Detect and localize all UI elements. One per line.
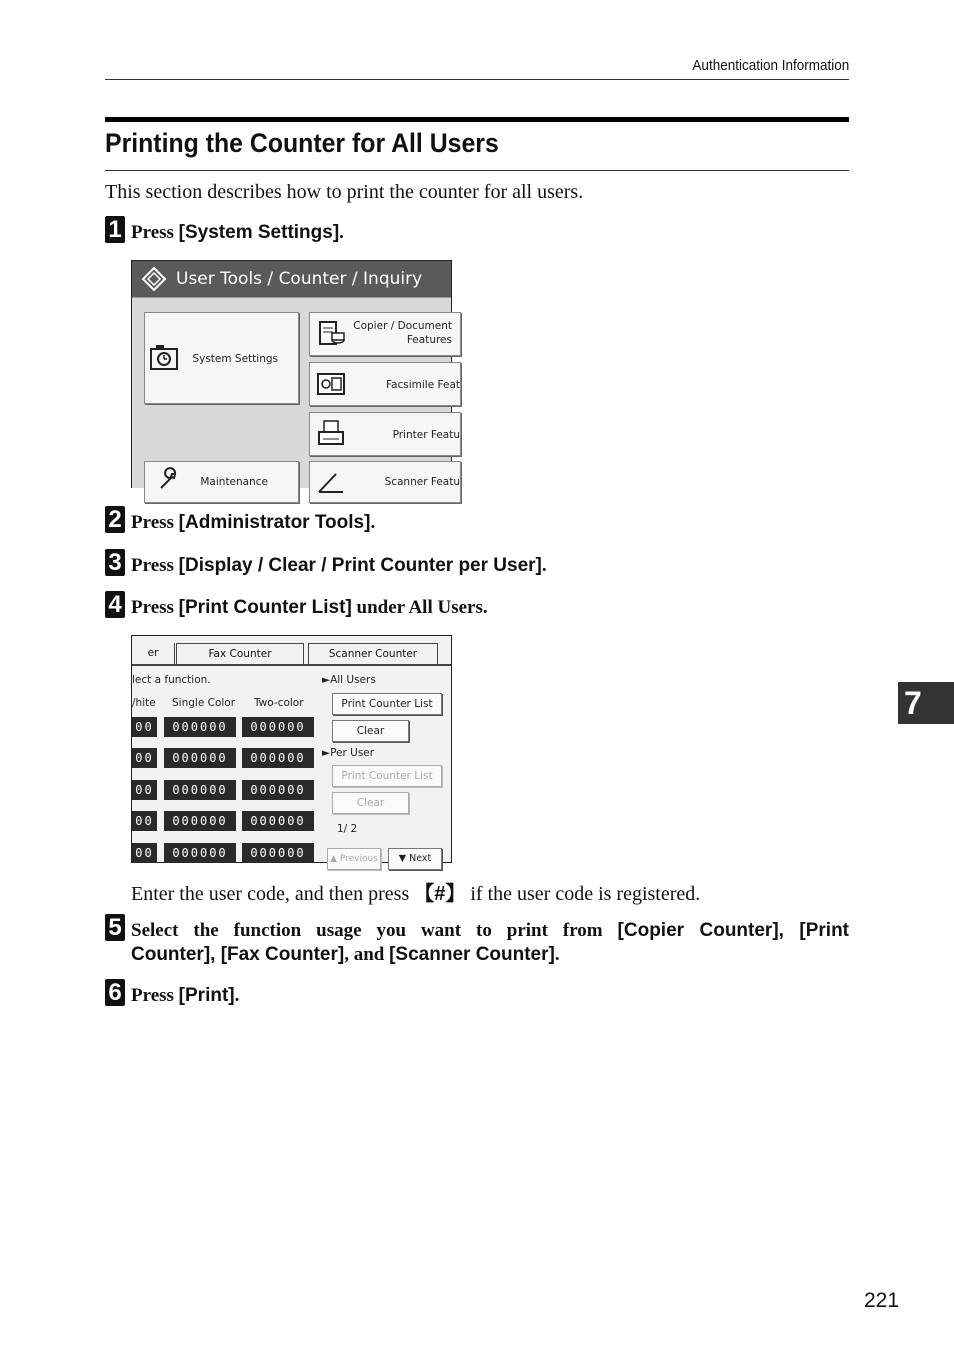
chapter-tab: 7 xyxy=(898,682,954,724)
copier-label-1: Copier / Document xyxy=(353,320,452,332)
step-1-number: 1 xyxy=(105,216,125,243)
counter-single-1: 000000 xyxy=(164,717,236,737)
copier-icon xyxy=(316,319,346,349)
step-6-number: 6 xyxy=(105,979,125,1006)
step-3-number: 3 xyxy=(105,549,125,576)
screen-title-bar xyxy=(132,261,451,297)
select-function-prompt: lect a function. xyxy=(132,674,211,686)
counter-single-5: 000000 xyxy=(164,843,236,863)
step-3-text: Press [Display / Clear / Print Counter per User]. xyxy=(131,555,547,576)
printer-icon xyxy=(316,419,346,449)
counter-two-3: 000000 xyxy=(242,780,314,800)
tab-print-counter[interactable]: er xyxy=(132,643,175,664)
screen-body xyxy=(132,297,460,488)
user-tools-screenshot xyxy=(131,260,460,488)
printer-label: Printer Featu xyxy=(392,429,460,441)
wrench-icon xyxy=(157,468,181,492)
facsimile-label: Facsimile Feat xyxy=(385,379,460,391)
copier-document-features-button[interactable] xyxy=(309,312,461,356)
counter-per-user-screenshot xyxy=(131,635,452,863)
column-white: /hite xyxy=(132,697,156,709)
step-6-keyword: [Print] xyxy=(178,985,235,1006)
page-title: Printing the Counter for All Users xyxy=(105,128,499,158)
header-rule xyxy=(105,79,849,80)
counter-two-4: 000000 xyxy=(242,811,314,831)
page-indicator: 1/ 2 xyxy=(337,823,358,835)
counter-two-5: 000000 xyxy=(242,843,314,863)
per-user-print-counter-list-button[interactable]: Print Counter List xyxy=(332,765,442,787)
step-2-number: 2 xyxy=(105,506,125,533)
counter-white-2: 00 xyxy=(132,748,157,768)
column-single-color: Single Color xyxy=(172,697,236,709)
maintenance-button[interactable] xyxy=(144,461,299,503)
counter-white-4: 00 xyxy=(132,811,157,831)
step-1-text: Press [System Settings]. xyxy=(131,222,344,243)
previous-button[interactable]: ▲ Previous xyxy=(327,848,381,870)
all-users-label: ►All Users xyxy=(322,674,376,686)
per-user-clear-button[interactable]: Clear xyxy=(332,792,409,814)
step-2-keyword: [Administrator Tools] xyxy=(178,512,371,533)
printer-features-button[interactable] xyxy=(309,412,461,456)
maintenance-label: Maintenance xyxy=(200,476,268,488)
next-button[interactable]: ▼ Next xyxy=(388,848,442,870)
title-bottom-rule xyxy=(105,170,849,171)
system-settings-icon xyxy=(149,343,181,371)
counter-white-1: 00 xyxy=(132,717,157,737)
scanner-label: Scanner Featu xyxy=(384,476,460,488)
step-4-number: 4 xyxy=(105,591,125,618)
scanner-icon xyxy=(316,468,346,498)
step-2-text: Press [Administrator Tools]. xyxy=(131,512,376,533)
step-6-text: Press [Print]. xyxy=(131,985,240,1006)
counter-two-1: 000000 xyxy=(242,717,314,737)
step-5-text-line2: Counter], [Fax Counter], and [Scanner Counter]. xyxy=(131,944,560,965)
facsimile-icon xyxy=(316,369,346,399)
tab-scanner-counter[interactable]: Scanner Counter xyxy=(308,643,438,665)
user-code-note: Enter the user code, and then press 【#】 if the user code is registered. xyxy=(131,883,701,905)
tab-fax-counter[interactable]: Fax Counter xyxy=(176,643,304,665)
copier-label-2: Features xyxy=(406,334,452,346)
facsimile-features-button[interactable] xyxy=(309,362,461,406)
hash-key: 【#】 xyxy=(414,883,466,905)
system-settings-label: System Settings xyxy=(192,353,278,365)
tab-underline xyxy=(132,664,451,666)
page-number: 221 xyxy=(864,1289,900,1312)
per-user-label: ►Per User xyxy=(322,747,375,759)
counter-single-4: 000000 xyxy=(164,811,236,831)
step-1-keyword: [System Settings] xyxy=(178,222,340,243)
scanner-features-button[interactable] xyxy=(309,461,461,503)
step-5-text-line1: Select the function usage you want to print from [Copier Counter], [Print xyxy=(131,920,849,941)
screen-title: User Tools / Counter / Inquiry xyxy=(176,269,423,289)
user-tools-diamond-icon xyxy=(142,267,166,291)
counter-white-5: 00 xyxy=(132,843,157,863)
counter-two-2: 000000 xyxy=(242,748,314,768)
counter-white-3: 00 xyxy=(132,780,157,800)
running-header: Authentication Information xyxy=(692,57,849,74)
all-users-clear-button[interactable]: Clear xyxy=(332,720,409,742)
intro-text: This section describes how to print the counter for all users. xyxy=(105,181,584,203)
step-5-number: 5 xyxy=(105,914,125,941)
column-two-color: Two-color xyxy=(254,697,304,709)
step-3-keyword: [Display / Clear / Print Counter per User] xyxy=(178,555,542,576)
title-top-rule xyxy=(105,117,849,122)
step-4-text: Press [Print Counter List] under All Users. xyxy=(131,597,488,618)
counter-single-2: 000000 xyxy=(164,748,236,768)
all-users-print-counter-list-button[interactable]: Print Counter List xyxy=(332,693,442,715)
system-settings-button[interactable] xyxy=(144,312,299,404)
step-4-keyword: [Print Counter List] xyxy=(178,597,352,618)
counter-single-3: 000000 xyxy=(164,780,236,800)
